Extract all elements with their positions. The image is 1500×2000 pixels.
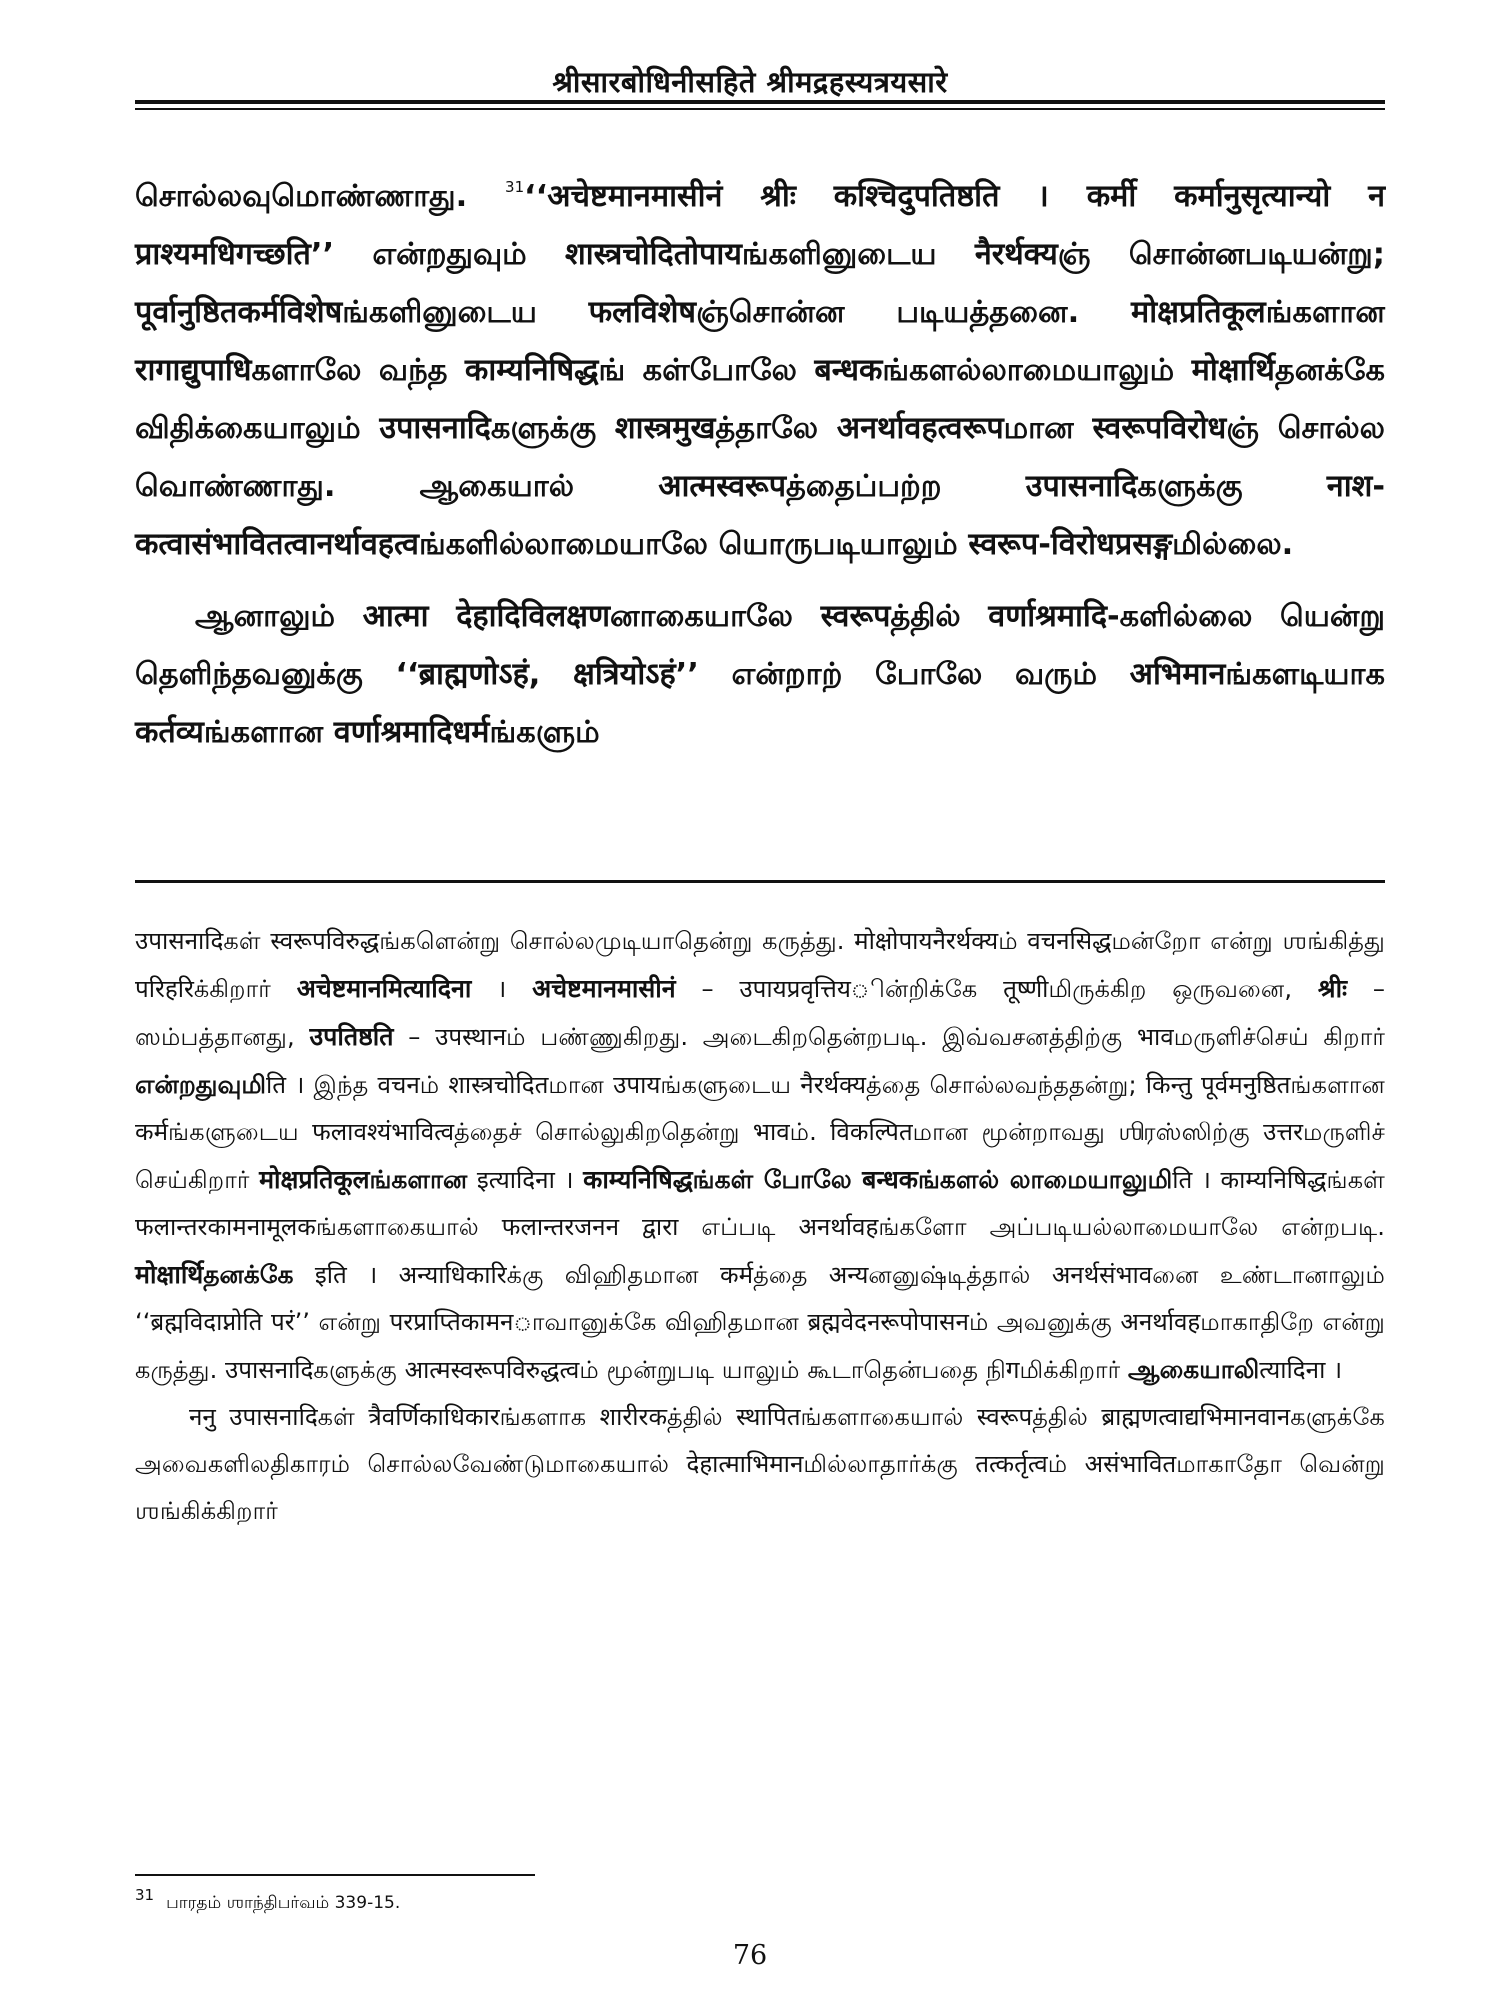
footnote-reference: 31 [505,178,525,196]
footnote-number: 31 [135,1886,155,1904]
commentary-paragraph-2: ननु उपासनादिகள் त्रैवर्णिकाधिकारங்களாக शारीरकத்தில் स्थापितங்களாகையால் स्वरूपத்தில் ब्राह्मणत्वाद्यभिमानवानகளுக்கே அவைகளிலதிகாரம் சொல்லவேண்டுமாகையால் देहात्माभिमानமில்லாதார்க்கு तत्कर्तृत्वம் असंभावितமாகாதோ வென்று ஶங்கிக்கிறார் [135,1403,1385,1525]
footnote-rule [135,1874,535,1876]
footnote-text: பாரதம் ஶாந்திபர்வம் 339-15. [166,1893,401,1913]
header-rule-thick [135,100,1385,104]
running-head-title: श्रीसारबोधिनीसहिते श्रीमद्रहस्यत्रयसारे [552,65,948,99]
footnote [135,1880,1135,1918]
commentary-paragraph-1: उपासनादिகள் स्वरूपविरुद्धங்களென்று சொல்லமுடியாதென்று கருத்து. मोक्षोपायनैरर्थक्यம் वचनसिद्धமன்றோ என்று ஶங்கித்து परिहरिக்கிறார் अचेष्टमानमित्यादिना । अचेष्टमानमासीनं – उपायप्रवृत्तियின்றிக்கே तूष्णीமிருக்கிற ஒருவனை, श्रीः – ஸம்பத்தானது, उपतिष्ठति – उपस्थानம் பண்ணுகிறது. அடைகிறதென்றபடி. இவ்வசனத்திற்கு भावமருளிச்செய் கிறார் என்றதுவுமிति । இந்த वचनம் शास्त्रचोदितமான उपायங்களுடைய नैरर्थक्यத்தை சொல்லவந்ததன்று; किन्तु पूर्वमनुष्ठितங்களான कर्मங்களுடைய फलावश्यंभावित्वத்தைச் சொல்லுகிறதென்று भावம். विकल्पितமான மூன்றாவது ஶிரஸ்ஸிற்கு उत्तरமருளிச் செய்கிறார் मोक्षप्रतिकूलங்களான इत्यादिना । काम्यनिषिद्धங்கள் போலே बन्धकங்களல் லாமையாலுமிति । काम्यनिषिद्धங்கள் फलान्तरकामनामूलकங்களாகையால் फलान्तरजनन द्वारा எப்படி अनर्थावहங்களோ அப்படியல்லாமையாலே என்றபடி. मोक्षार्थिதனக்கே इति । अन्याधिकारिக்கு விஹிதமான कर्मத்தை अन्यனனுஷ்டித்தால் अनर्थसंभावனை உண்டானாலும் ‘‘ब्रह्मविदाप्नोति परं’’ என்று परप्राप्तिकामनாவானுக்கே விஹிதமான ब्रह्मवेदनरूपोपासनம் அவனுக்கு अनर्थावहமாகாதிறே என்று கருத்து. उपासनादिகளுக்கு आत्मस्वरूपविरुद्धत्वம் மூன்றுபடி யாலும் கூடாதென்பதை நிगமிக்கிறார் ஆகையாலிत्यादिना । [135,927,1385,1384]
section-divider [135,880,1385,883]
main-text [135,168,1385,762]
page-number: 76 [732,1940,768,1971]
main-paragraph-1: சொல்லவுமொண்ணாது. $^{31}$‘‘अचेष्टमानमासीनं श्रीः कश्चिदुपतिष्ठति । कर्मी कर्मानुसृत्यान्यो न प्राश्यमधिगच्छति’’ என்றதுவும் शास्त्रचोदितोपायங்களினுடைய नैरर्थक्यஞ் சொன்னபடியன்று; पूर्वानुष्ठितकर्मविशेषங்களினுடைய फलविशेषஞ்சொன்ன படியத்தனை. मोक्षप्रतिकूलங்களான रागाद्युपाधिகளாலே வந்த काम्यनिषिद्धங் கள்போலே बन्धकங்களல்லாமையாலும் मोक्षार्थिதனக்கே விதிக்கையாலும் उपासनादिகளுக்கு शास्त्रमुखத்தாலே अनर्थावहत्वरूपமான स्वरूपविरोधஞ் சொல்ல வொண்ணாது. ஆகையால் आत्मस्वरूपத்தைப்பற்ற उपासनादिகளுக்கு नाश-कत्वासंभावितत्वानर्थावहत्वங்களில்லாமையாலே யொருபடியாலும் स्वरूप-विरोधप्रसङ्गமில்லை. [135,178,1385,562]
main-paragraph-2: ஆனாலும் आत्मा देहादिविलक्षणனாகையாலே स्वरूपத்தில் वर्णाश्रमादि-களில்லை யென்று தெளிந்தவனுக்கு ‘‘ब्राह्मणोऽहं, क्षत्रियोऽहं’’ என்றாற் போலே வரும் अभिमानங்களடியாக कर्तव्यங்களான वर्णाश्रमादिधर्मங்களும் [135,599,1385,750]
commentary [135,918,1385,1535]
header-rule-thin [135,108,1385,110]
